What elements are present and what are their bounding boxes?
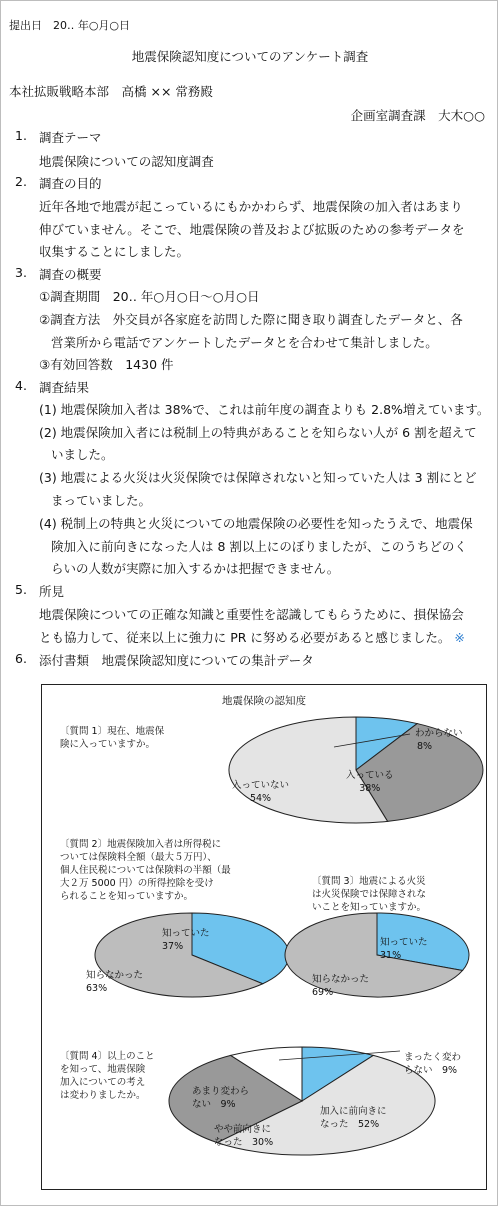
question-1 <box>60 725 164 751</box>
body-line: 収集することにしました。 <box>39 244 190 259</box>
slice-value-text: 63% <box>86 983 108 994</box>
question-line: 〔質問 1〕現在、地震保 <box>60 726 165 737</box>
section-number: 6. <box>15 651 27 666</box>
slice-value-text: なった 52% <box>320 1119 380 1130</box>
slice-label-not-enrolled <box>232 779 289 805</box>
slice-label-text: あまり変わら <box>192 1086 250 1097</box>
section-heading: 調査テーマ <box>39 130 102 145</box>
body-line: いました。 <box>51 447 114 462</box>
body-line: 険加入に前向きになった人は 8 割以上にのぼりましたが、このうちどのく <box>51 539 467 554</box>
question-2 <box>60 838 231 903</box>
section-heading: 所見 <box>39 584 65 599</box>
figure-title: 地震保険の認知度 <box>222 695 306 707</box>
section-number: 3. <box>15 265 27 280</box>
question-line: いことを知っていますか。 <box>312 902 427 913</box>
slice-value-text: 37% <box>162 941 184 952</box>
section-heading: 調査の目的 <box>39 176 102 191</box>
slice-value-text: なった 30% <box>214 1137 274 1148</box>
survey-figure <box>41 684 487 1190</box>
question-line: 加入についての考え <box>60 1077 146 1088</box>
slice-label-text: やや前向きに <box>214 1124 272 1135</box>
section-number: 1. <box>15 128 27 143</box>
slice-label-enrolled <box>346 769 394 795</box>
body-text: とも協力して、従来以上に強力に PR に努める必要があると感じました。 <box>39 630 451 645</box>
question-line: ついては保険料全額（最大５万円）、 <box>60 852 217 863</box>
body-line: 地震保険についての認知度調査 <box>39 154 214 169</box>
body-line: (4) 税制上の特典と火災についての地震保険の必要性を知ったうえで、地震保 <box>39 516 473 531</box>
question-line: を知って、地震保険 <box>60 1064 146 1075</box>
question-line: 〔質問 2〕地震保険加入者は所得税に <box>60 839 222 850</box>
slice-label-text: 入っている <box>346 770 394 781</box>
slice-label-knew <box>380 936 428 962</box>
question-line: 個人住民税については保険料の半額（最 <box>60 865 231 876</box>
note-mark-icon: ※ <box>454 630 465 645</box>
question-line: は変わりましたか。 <box>60 1090 146 1101</box>
slice-label-did-not-know <box>86 969 143 995</box>
slice-label-text: 知らなかった <box>312 974 370 985</box>
body-line <box>39 628 465 646</box>
question-line: 〔質問 3〕地震による火災 <box>312 876 426 887</box>
body-line: 近年各地で地震が起こっているにもかかわらず、地震保険の加入者はあまり <box>39 199 463 214</box>
slice-value-text: 54% <box>249 793 272 804</box>
slice-label-positive <box>320 1105 387 1131</box>
slice-label-knew <box>162 927 210 953</box>
question-line: られることを知っていますか。 <box>60 891 194 902</box>
slice-value-text: 38% <box>359 783 381 794</box>
section-heading: 調査の概要 <box>39 267 102 282</box>
section-heading: 添付書類 地震保険認知度についての集計データ <box>39 653 314 668</box>
question-line: 〔質問 4〕以上のこと <box>60 1051 155 1062</box>
slice-label-text: わからない <box>415 728 463 739</box>
body-line: (2) 地震保険加入者には税制上の特典があることを知らない人が 6 割を超えて <box>39 425 477 440</box>
body-line: 営業所から電話でアンケートしたデータとを合わせて集計しました。 <box>51 335 438 350</box>
question-3 <box>312 875 426 914</box>
section-number: 5. <box>15 582 27 597</box>
question-line: は火災保険では保障されな <box>312 889 427 900</box>
slice-label-text: 知っていた <box>380 937 428 948</box>
body-line: ③有効回答数 1430 件 <box>39 357 174 372</box>
slice-value-text: らない 9% <box>404 1065 458 1076</box>
slice-label-unknown <box>415 727 463 753</box>
question-4 <box>60 1050 155 1102</box>
slice-label-text: 知っていた <box>162 928 210 939</box>
slice-value-text: ない 9% <box>192 1099 236 1110</box>
slice-label-did-not-know <box>312 973 369 999</box>
slice-label-little-change <box>192 1085 249 1111</box>
question-line: 大２万 5000 円）の所得控除を受け <box>60 878 214 889</box>
recipient: 本社拡販戦略本部 高橋 ×× 常務殿 <box>9 84 213 99</box>
slice-label-no-change <box>404 1051 461 1077</box>
section-heading: 調査結果 <box>39 380 90 395</box>
body-line: 伸びていません。そこで、地震保険の普及および拡販のための参考データを <box>39 222 465 237</box>
body-line: ②調査方法 外交員が各家庭を訪問した際に聞き取り調査したデータと、各 <box>39 312 463 327</box>
section-number: 4. <box>15 378 27 393</box>
body-line: 地震保険についての正確な知識と重要性を認識してもらうために、損保協会 <box>39 607 464 622</box>
slice-label-text: まったく変わ <box>404 1052 462 1063</box>
body-line: らいの人数が実際に加入するかは把握できません。 <box>51 561 340 576</box>
slice-value-text: 8% <box>417 741 433 752</box>
section-number: 2. <box>15 174 27 189</box>
submission-date: 提出日 20‥ 年○月○日 <box>9 19 131 32</box>
document-title: 地震保険認知度についてのアンケート調査 <box>131 49 369 64</box>
slice-label-text: 加入に前向きに <box>320 1106 387 1117</box>
body-line: ①調査期間 20‥ 年○月○日〜○月○日 <box>39 289 260 304</box>
question-line: 険に入っていますか。 <box>60 739 156 750</box>
slice-label-text: 入っていない <box>232 780 290 791</box>
slice-label-text: 知らなかった <box>86 970 144 981</box>
body-line: (1) 地震保険加入者は 38%で、これは前年度の調査よりも 2.8%増えています。 <box>39 402 490 417</box>
sender: 企画室調査課 大木○○ <box>350 108 485 123</box>
body-line: まっていました。 <box>51 493 152 508</box>
slice-value-text: 69% <box>312 987 334 998</box>
slice-label-somewhat-positive <box>214 1123 273 1149</box>
slice-value-text: 31% <box>380 950 402 961</box>
body-line: (3) 地震による火災は火災保険では保障されないと知っていた人は 3 割にとど <box>39 470 477 485</box>
